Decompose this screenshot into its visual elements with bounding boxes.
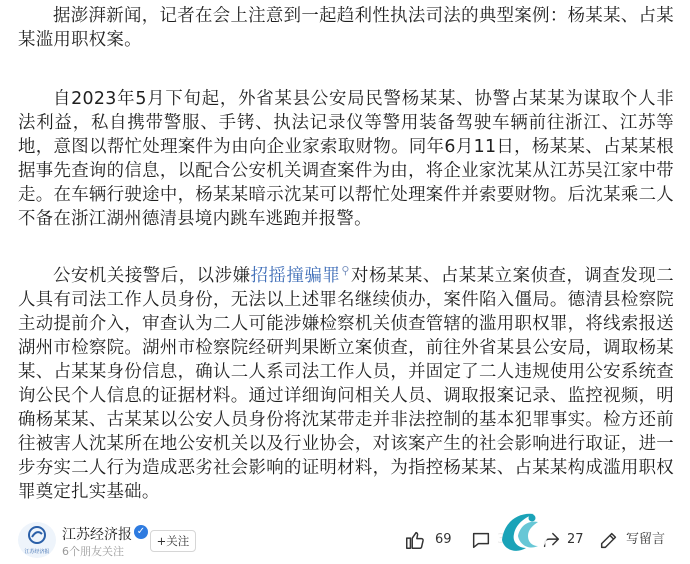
edit-icon (598, 529, 620, 551)
follow-button[interactable]: +关注 (150, 530, 196, 552)
like-button[interactable] (404, 529, 464, 553)
like-count: 69 (435, 532, 452, 547)
paragraph-2 (18, 87, 674, 231)
avatar[interactable] (18, 522, 56, 558)
verified-icon: ✓ (134, 525, 148, 539)
write-comment-button[interactable] (598, 529, 678, 553)
write-comment-label: 写留言 (626, 532, 666, 547)
bottom-action-bar (0, 514, 690, 564)
share-count: 27 (567, 532, 584, 547)
author-followers: 6个朋友关注 (62, 545, 124, 558)
avatar-logo-icon (27, 525, 47, 545)
paragraph-3 (18, 259, 674, 504)
paragraph-2-text: 自2023年5月下旬起，外省某县公安局民警杨某某、协警占某某为谋取个人非法利益，私自携带警服、手铐、执法记录仪等警用装备驾驶车辆前往浙江、江苏等地，意图以帮忙处理案件为由向企业家索取财物。同年6月11日，杨某某、占某某根据事先查询的信息，以配合公安机关调查案件为由，将企业家沈某从江苏吴江家中带走。在车辆行驶途中，杨某某暗示沈某可以帮忙处理案件并索要财物。后沈某乘二人不备在浙江湖州德清县境内跳车逃跑并报警。 (18, 89, 674, 229)
keyword-link[interactable]: 招摇撞骗罪 (250, 265, 341, 286)
link-search-icon[interactable]: ⚲ (341, 264, 350, 277)
thumbs-up-icon (404, 529, 426, 551)
avatar-caption: 江苏经济报 (24, 549, 50, 555)
author-name[interactable]: 江苏经济报 (62, 527, 132, 543)
paragraph-1 (18, 4, 674, 52)
paragraph-3-text-start: 公安机关接警后，以涉嫌 (53, 265, 251, 286)
paragraph-1-text: 据澎湃新闻，记者在会上注意到一起趋利性执法司法的典型案例：杨某某、占某某滥用职权案。 (18, 6, 674, 50)
paragraph-3-text-rest: 对杨某某、占某某立案侦查，调查发现二人具有司法工作人员身份，无法以上述罪名继续侦办，案件陷入僵局。德清县检察院主动提前介入，审查认为二人可能涉嫌检察机关侦查管辖的滥用职权罪，将线索报送湖州市检察院。湖州市检察院经研判果断立案侦查，前往外省某县公安局，调取杨某某、占某某身份信息，确认二人系司法工作人员，并固定了二人违规使用公安系统查询公民个人信息的证据材料。通过详细询问相关人员、调取报案记录、监控视频，明确杨某某、古某某以公安人员身份将沈某带走并非法控制的基本犯罪事实。检方还前往被害人沈某所在地公安机关以及行业协会，对该案产生的社会影响进行取证，进一步夯实二人行为造成恶劣社会影响的证明材料，为指控杨某某、占某某构成滥用职权罪奠定扎实基础。 (18, 265, 674, 502)
watermark-logo-icon (488, 500, 550, 562)
